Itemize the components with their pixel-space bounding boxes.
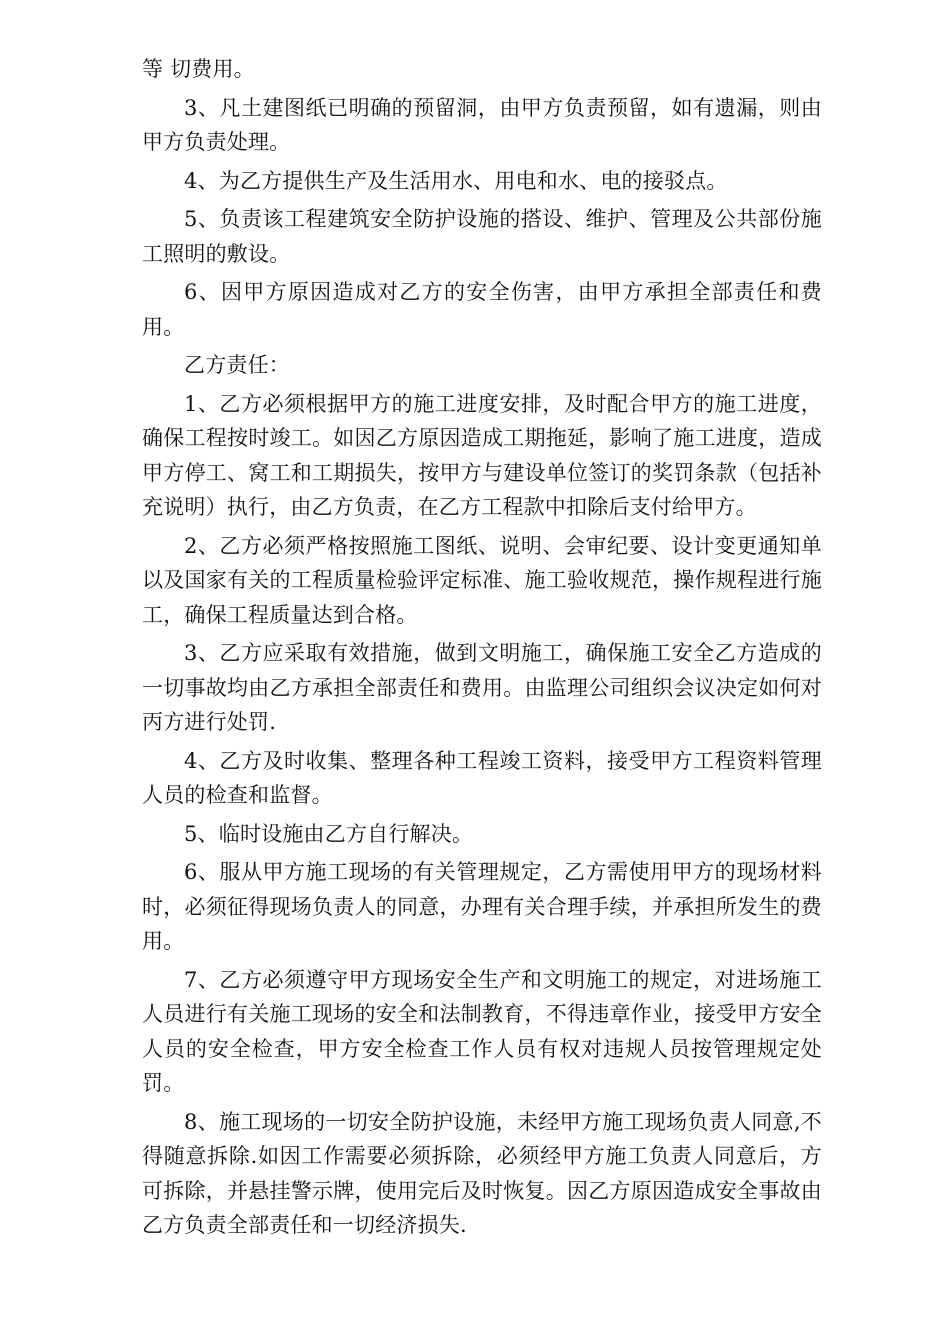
- section-heading-party-b: 乙方责任：: [184, 353, 290, 377]
- paragraph-party-b-item-4: 4、乙方及时收集、整理各种工程竣工资料，接受甲方工程资料管理人员的检查和监督。: [142, 748, 822, 807]
- paragraph-party-b-item-7: 7、乙方必须遵守甲方现场安全生产和文明施工的规定，对进场施工人员进行有关施工现场的安全和法制教育，不得违章作业，接受甲方安全人员的安全检查，甲方安全检查工作人员有权对违规人员按管理规定处罚。: [142, 967, 822, 1095]
- paragraph-party-b-item-1: 1、乙方必须根据甲方的施工进度安排，及时配合甲方的施工进度，确保工程按时竣工。如因乙方原因造成工期拖延，影响了施工进度，造成甲方停工、窝工和工期损失，按甲方与建设单位签订的奖罚条款（包括补充说明）执行，由乙方负责，在乙方工程款中扣除后支付给甲方。: [142, 391, 822, 519]
- paragraph-party-b-item-8: 8、施工现场的一切安全防护设施，未经甲方施工现场负责人同意,不得随意拆除.如因工作需要必须拆除，必须经甲方施工负责人同意后，方可拆除，并悬挂警示牌，使用完后及时恢复。因乙方原因造成安全事故由乙方负责全部责任和一切经济损失.: [142, 1109, 822, 1237]
- paragraph-party-a-item-6: 6、因甲方原因造成对乙方的安全伤害，由甲方承担全部责任和费用。: [142, 280, 822, 339]
- document-body: [142, 52, 822, 1247]
- paragraph-party-a-item-5: 5、负责该工程建筑安全防护设施的搭设、维护、管理及公共部份施工照明的敷设。: [142, 207, 822, 266]
- paragraph-party-b-item-2: 2、乙方必须严格按照施工图纸、说明、会审纪要、设计变更通知单以及国家有关的工程质量检验评定标准、施工验收规范，操作规程进行施工，确保工程质量达到合格。: [142, 533, 822, 627]
- paragraph-party-b-item-5: 5、临时设施由乙方自行解决。: [184, 821, 474, 846]
- paragraph-continuation: 等 切费用。: [142, 57, 255, 81]
- paragraph-party-a-item-3: 3、凡土建图纸已明确的预留洞，由甲方负责预留，如有遗漏，则由甲方负责处理。: [142, 95, 822, 154]
- paragraph-party-b-item-6: 6、服从甲方施工现场的有关管理规定，乙方需使用甲方的现场材料时，必须征得现场负责人的同意，办理有关合理手续，并承担所发生的费用。: [142, 860, 822, 953]
- paragraph-party-a-item-4: 4、为乙方提供生产及生活用水、用电和水、电的接驳点。: [184, 168, 728, 193]
- paragraph-party-b-item-3: 3、乙方应采取有效措施，做到文明施工，确保施工安全乙方造成的一切事故均由乙方承担全部责任和费用。由监理公司组织会议决定如何对丙方进行处罚.: [142, 641, 822, 734]
